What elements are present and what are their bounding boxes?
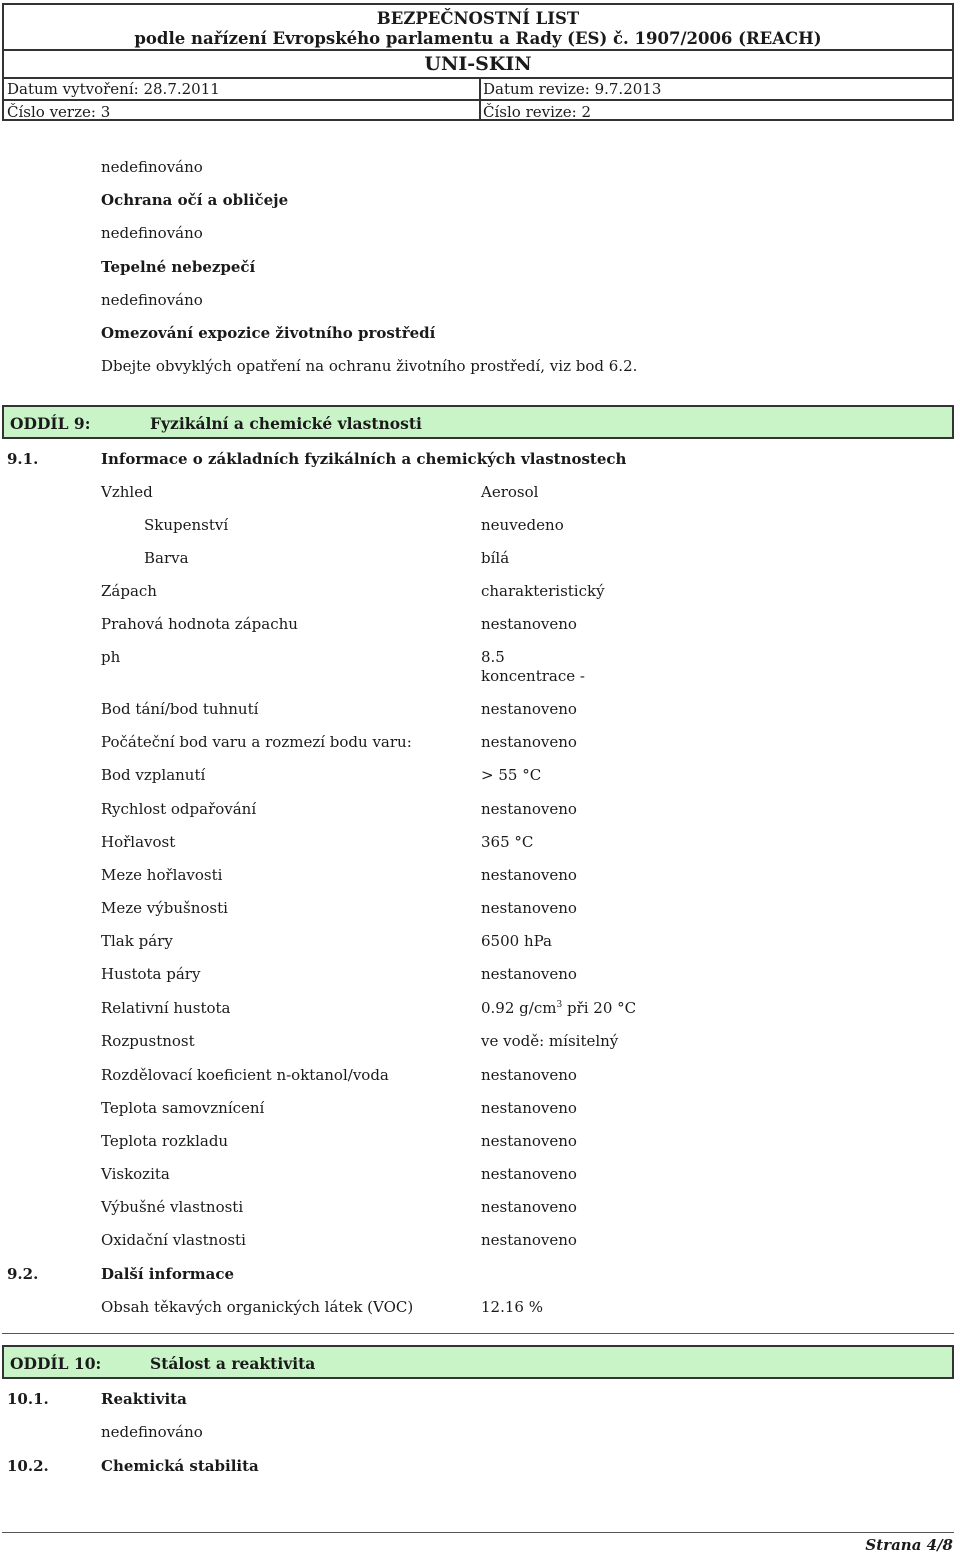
property-value: nestanoveno	[481, 899, 577, 917]
property-label: Teplota samovznícení	[101, 1099, 265, 1117]
subsection-10-1-title: Reaktivita	[101, 1390, 187, 1408]
property-label: Hořlavost	[101, 833, 176, 851]
property-value: nestanoveno	[481, 1198, 577, 1216]
property-value: nestanoveno	[481, 1231, 577, 1249]
subheading: Omezování expozice životního prostředí	[101, 324, 436, 342]
property-value	[481, 999, 636, 1017]
property-label: Prahová hodnota zápachu	[101, 615, 298, 633]
body-text: nedefinováno	[101, 224, 203, 243]
property-label: Barva	[144, 549, 189, 567]
subheading: Ochrana očí a obličeje	[101, 191, 289, 210]
property-label: Počáteční bod varu a rozmezí bodu varu:	[101, 733, 412, 751]
regulation-line: podle nařízení Evropského parlamentu a Rady (ES) č. 1907/2006 (REACH)	[134, 29, 822, 48]
section-9-number: ODDÍL 9:	[10, 414, 91, 433]
property-value-note: koncentrace -	[481, 667, 585, 685]
section-9-banner	[2, 405, 954, 439]
property-value: nestanoveno	[481, 1099, 577, 1117]
document-header	[2, 3, 954, 121]
property-value: nestanoveno	[481, 866, 577, 884]
property-value: bílá	[481, 549, 510, 567]
property-value: neuvedeno	[481, 516, 564, 534]
property-value-tail: při 20 °C	[562, 999, 637, 1017]
property-label: Bod tání/bod tuhnutí	[101, 700, 259, 718]
version-number: Číslo verze: 3	[7, 103, 111, 121]
body-text: nedefinováno	[101, 290, 203, 309]
property-value: Aerosol	[481, 483, 539, 501]
property-value: > 55 °C	[481, 766, 542, 784]
property-value: nestanoveno	[481, 615, 577, 633]
property-value: 6500 hPa	[481, 932, 552, 950]
property-value: nestanoveno	[481, 700, 577, 718]
property-label: Meze výbušnosti	[101, 899, 228, 917]
product-name: UNI-SKIN	[424, 53, 532, 75]
section-9-title: Fyzikální a chemické vlastnosti	[150, 414, 422, 433]
subsection-10-2-number: 10.2.	[7, 1457, 49, 1475]
subsection-10-1-number: 10.1.	[7, 1390, 49, 1408]
property-label: Rychlost odpařování	[101, 800, 257, 818]
property-label: Relativní hustota	[101, 999, 231, 1017]
property-label: Výbušné vlastnosti	[101, 1198, 244, 1216]
subheading: Tepelné nebezpečí	[101, 257, 256, 276]
property-label: Rozpustnost	[101, 1032, 195, 1050]
voc-value: 12.16 %	[481, 1298, 543, 1316]
property-value: nestanoveno	[481, 1066, 577, 1084]
property-label: Meze hořlavosti	[101, 866, 223, 884]
property-label: Vzhled	[101, 483, 153, 501]
property-label: Hustota páry	[101, 965, 201, 983]
page-number: Strana 4/8	[865, 1536, 953, 1554]
property-value: nestanoveno	[481, 800, 577, 818]
property-value-superscript: 3	[556, 1000, 563, 1010]
revision-date: Datum revize: 9.7.2013	[483, 80, 662, 98]
property-label: Bod vzplanutí	[101, 766, 206, 784]
property-value-main: 0.92 g/cm	[481, 999, 557, 1017]
property-label: Zápach	[101, 582, 157, 600]
property-value: nestanoveno	[481, 1165, 577, 1183]
section-10-title: Stálost a reaktivita	[150, 1354, 316, 1373]
property-label: Teplota rozkladu	[101, 1132, 229, 1150]
property-value: nestanoveno	[481, 965, 577, 983]
section-divider	[2, 1333, 954, 1334]
property-label: Oxidační vlastnosti	[101, 1231, 246, 1249]
body-text: nedefinováno	[101, 158, 203, 176]
body-text: Dbejte obvyklých opatření na ochranu životního prostředí, viz bod 6.2.	[101, 357, 638, 376]
subsection-9-1-number: 9.1.	[7, 450, 39, 468]
section-10-banner	[2, 1345, 954, 1379]
property-value: ve vodě: mísitelný	[481, 1032, 619, 1050]
property-value: nestanoveno	[481, 1132, 577, 1150]
subsection-9-2-title: Další informace	[101, 1265, 235, 1283]
property-label: Skupenství	[144, 516, 229, 534]
property-value: charakteristický	[481, 582, 605, 600]
property-label: Tlak páry	[101, 932, 173, 950]
footer-divider	[2, 1532, 954, 1533]
document-title: BEZPEČNOSTNÍ LIST	[376, 9, 580, 28]
property-label: Rozdělovací koeficient n-oktanol/voda	[101, 1066, 389, 1084]
property-value: 8.5	[481, 648, 505, 666]
revision-number: Číslo revize: 2	[483, 103, 592, 121]
property-value: 365 °C	[481, 833, 534, 851]
section-10-number: ODDÍL 10:	[10, 1354, 102, 1373]
property-value: nestanoveno	[481, 733, 577, 751]
subsection-9-2-number: 9.2.	[7, 1265, 39, 1283]
voc-label: Obsah těkavých organických látek (VOC)	[101, 1298, 414, 1316]
property-label: Viskozita	[101, 1165, 170, 1183]
created-date: Datum vytvoření: 28.7.2011	[7, 80, 220, 98]
property-label: ph	[101, 648, 121, 666]
reactivity-text: nedefinováno	[101, 1423, 203, 1441]
subsection-10-2-title: Chemická stabilita	[101, 1457, 259, 1475]
subsection-9-1-title: Informace o základních fyzikálních a chemických vlastnostech	[101, 450, 627, 468]
